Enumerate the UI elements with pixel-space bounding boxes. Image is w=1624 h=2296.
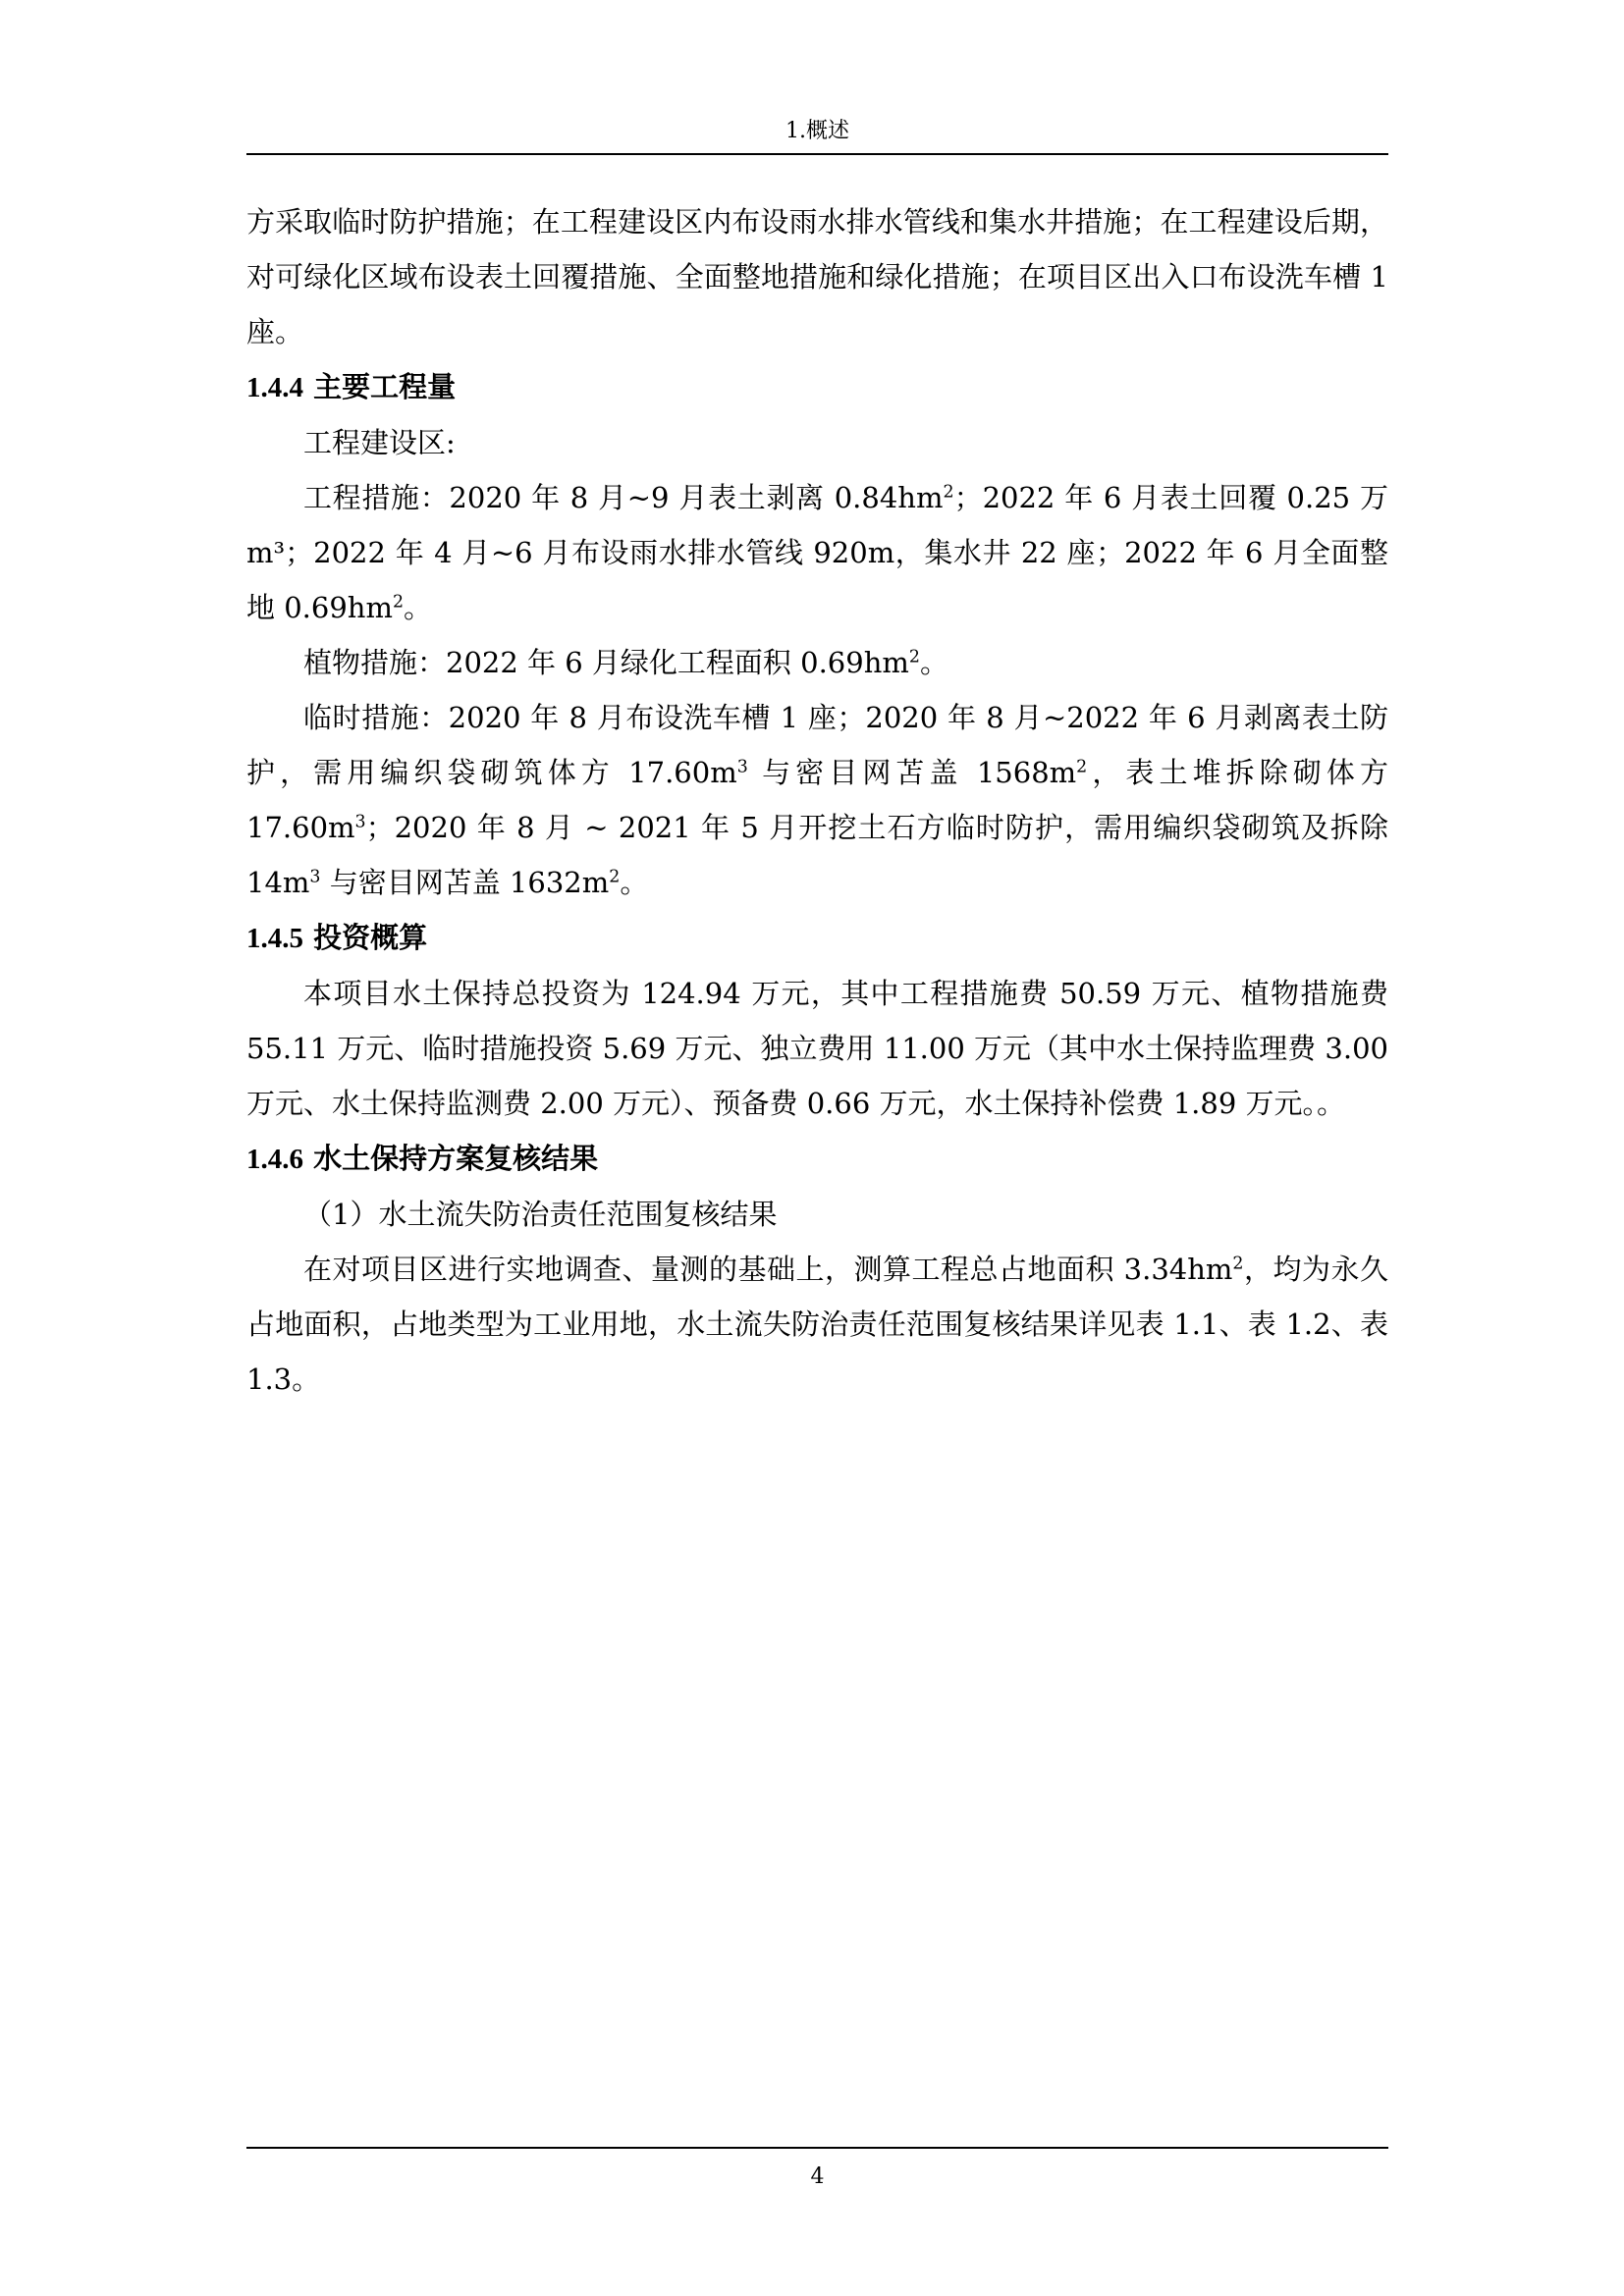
section-number: 1.4.4 [246,372,303,403]
text-run: ；2022 年 6 月表土回覆 0.25 万 m³；2022 年 4 月~6 月布设雨水排水管线 920m，集水井 22 座；2022 年 6 月全面整地 0.69hm [246,481,1389,624]
text-run: 植物措施：2022 年 6 月绿化工程面积 0.69hm [303,646,909,679]
superscript: 2 [609,867,621,887]
area-label: 工程建设区: [303,426,456,459]
intro-paragraph: 方采取临时防护措施；在工程建设区内布设雨水排水管线和集水井措施；在工程建设后期，对可绿化区域布设表土回覆措施、全面整地措施和绿化措施；在项目区出入口布设洗车槽 1 座。 [246,205,1388,348]
text-run: 。 [620,866,649,899]
section-title: 投资概算 [313,921,428,954]
text-run: ，均为永久占地面积，占地类型为工业用地，水土流失防治责任范围复核结果详见表 1.1、表 1.2、表 1.3。 [246,1253,1388,1396]
document-body [246,194,1388,1407]
review-result-paragraph [246,1242,1388,1407]
text-run: 在对项目区进行实地调查、量测的基础上，测算工程总占地面积 3.34hm [303,1253,1233,1286]
text-run: 。 [919,646,948,679]
superscript: 3 [309,867,321,887]
header-rule [246,153,1388,155]
text-run: ；2020 年 8 月 ~ 2021 年 5 月开挖土石方临时防护，需用编织袋砌筑及拆除 14m [246,811,1388,899]
page-number: 4 [810,2164,825,2189]
engineering-measures-paragraph [246,470,1388,635]
section-heading-1-4-5 [246,910,1388,966]
section-title: 水土保持方案复核结果 [313,1142,599,1175]
plant-measures-paragraph [246,635,1388,690]
subsection-heading: （1）水土流失防治责任范围复核结果 [303,1198,778,1231]
section-number: 1.4.5 [246,923,303,954]
superscript: 3 [736,757,748,777]
page-header: 1.概述 [785,119,849,143]
superscript: 2 [1232,1254,1244,1274]
superscript: 3 [354,812,366,832]
superscript: 2 [943,482,954,503]
section-heading-1-4-4 [246,359,1388,415]
investment-paragraph: 本项目水土保持总投资为 124.94 万元，其中工程措施费 50.59 万元、植物措施费 55.11 万元、临时措施投资 5.69 万元、独立费用 11.00 万元（其中水土保持监理费 3.00 万元、水土保持监测费 2.00 万元）、预备费 0.66 万元，水土保持补偿费 1.89 万元。。 [246,977,1388,1120]
section-number: 1.4.6 [246,1144,303,1175]
text-run: 。 [404,591,433,624]
footer-rule [246,2147,1388,2149]
temporary-measures-paragraph [246,690,1388,910]
superscript: 2 [392,592,405,613]
text-run: 工程措施：2020 年 8 月~9 月表土剥离 0.84hm [303,481,944,514]
section-title: 主要工程量 [313,370,457,403]
text-run: 与密目网苫盖 1568m [747,756,1077,789]
superscript: 2 [908,647,920,667]
text-run: 与密目网苫盖 1632m [320,866,610,899]
section-heading-1-4-6 [246,1131,1388,1187]
text-run: 临时措施：2020 年 8 月布设洗车槽 1 座；2020 年 8 月~2022 年 6 月剥离表土防护，需用编织袋砌筑体方 17.60m [246,701,1388,789]
superscript: 2 [1076,757,1088,777]
text-run: ，表土堆拆除砌体方 17.60m [246,756,1388,844]
